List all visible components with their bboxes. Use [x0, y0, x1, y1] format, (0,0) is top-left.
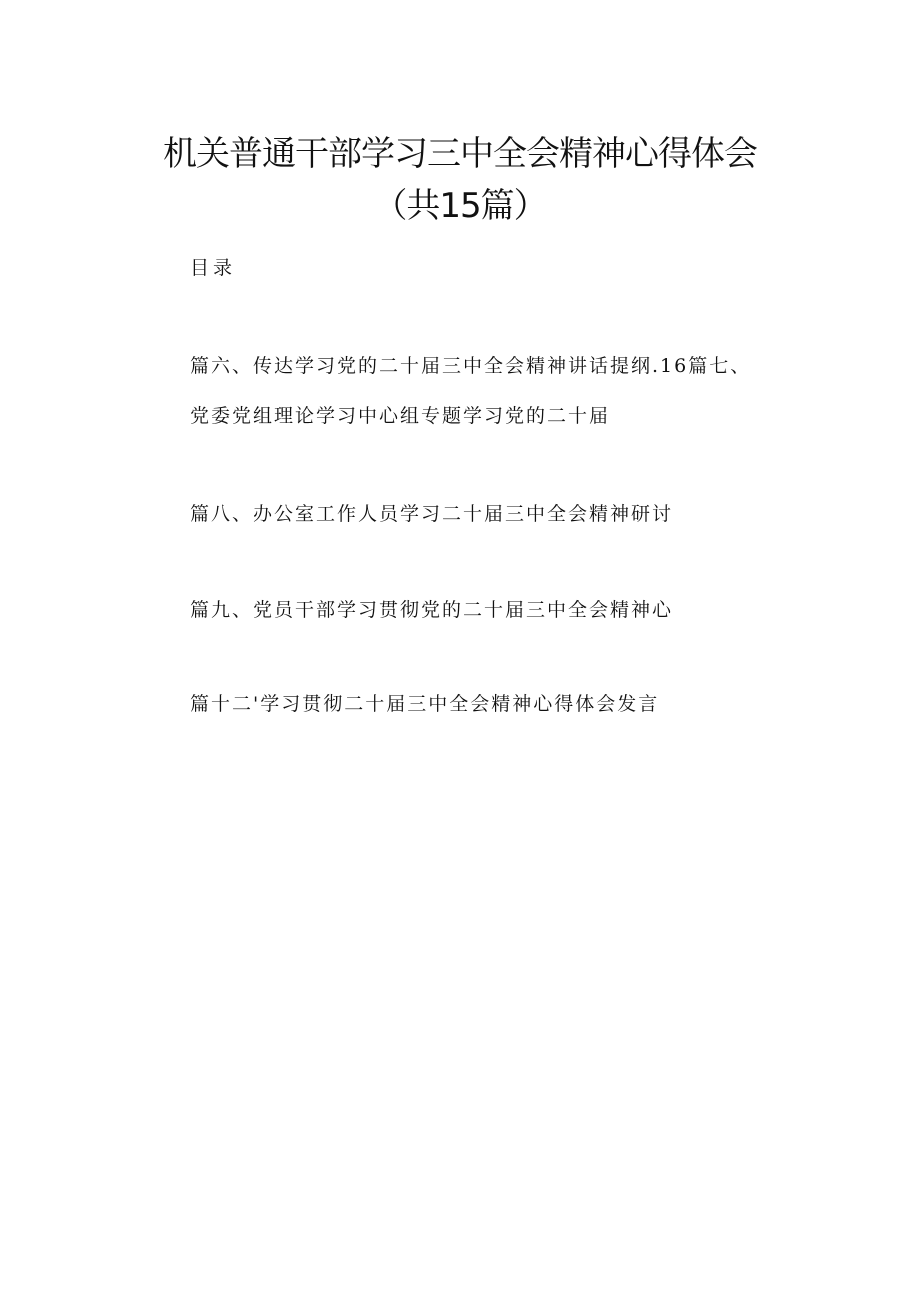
title-line-2: （共15篇）	[373, 186, 547, 226]
toc-entry: 篇十二'学习贯彻二十届三中全会精神心得体会发言	[190, 693, 660, 715]
toc-entry: 篇八、办公室工作人员学习二十届三中全会精神研讨	[190, 503, 674, 525]
title-line-1: 机关普通干部学习三中全会精神心得体会	[163, 134, 757, 174]
document-title	[0, 128, 920, 232]
toc-entry: 党委党组理论学习中心组专题学习党的二十届	[190, 405, 611, 427]
toc-heading: 目录	[190, 257, 237, 279]
toc-entry: 篇九、党员干部学习贯彻党的二十届三中全会精神心	[190, 599, 674, 621]
toc-entry: 篇六、传达学习党的二十届三中全会精神讲话提纲.16篇七、	[190, 355, 752, 377]
